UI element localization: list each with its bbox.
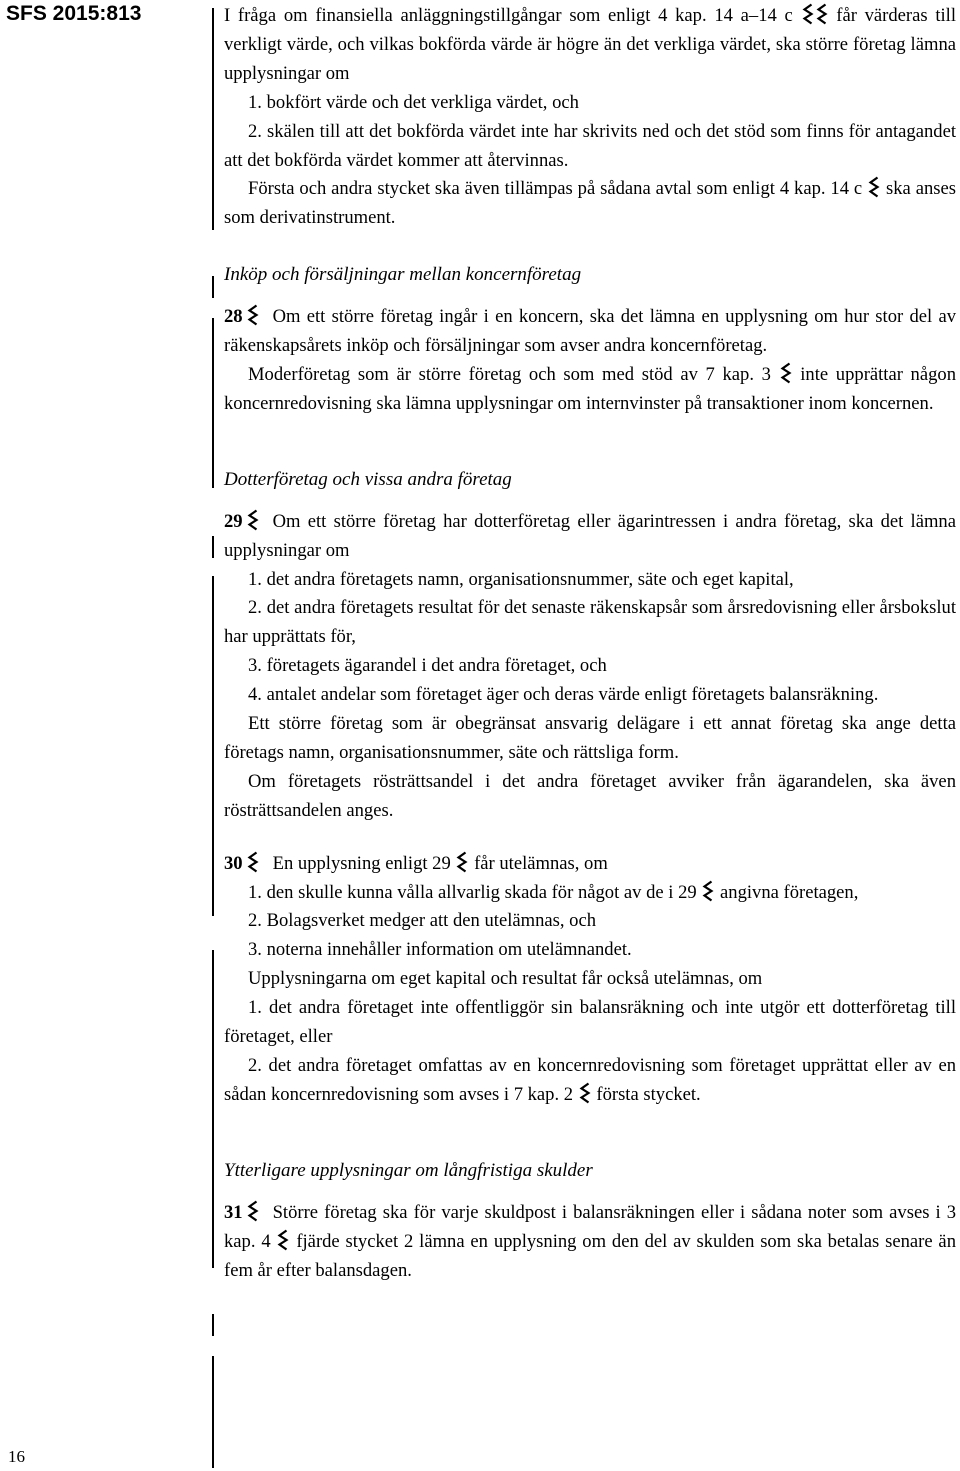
section-heading: Dotterföretag och vissa andra företag <box>224 468 512 490</box>
section-number: 28 <box>224 306 243 328</box>
section-number: 31 <box>224 1201 243 1223</box>
paragraph: Upplysningarna om eget kapital och resultat får också utelämnas, om <box>248 968 763 990</box>
paragraph-text: Om ett större företag har dotterföretag eller ägarintressen i andra företag, ska det lämna upplysningar om <box>224 510 956 561</box>
paragraph <box>224 361 956 419</box>
change-bar <box>212 950 214 1268</box>
paragraph-text: angivna företagen, <box>720 881 859 903</box>
paragraph-text: I fråga om finansiella anläggningstillgångar som enligt 4 kap. 14 a–14 c <box>224 5 793 26</box>
list-item: 3. noterna innehåller information om utelämnandet. <box>248 939 632 961</box>
paragraph <box>224 1199 956 1286</box>
section-29 <box>224 508 956 826</box>
change-bar <box>212 8 214 230</box>
section-heading: Ytterligare upplysningar om långfristiga skulder <box>224 1159 593 1181</box>
change-bar <box>212 576 214 916</box>
paragraph <box>224 2 956 89</box>
paragraph <box>224 508 956 566</box>
paragraph-text: fjärde stycket 2 lämna en upplysning om den del av skulden som ska betalas senare än fem år efter balansdagen. <box>224 1230 956 1281</box>
page-number: 16 <box>8 1447 25 1466</box>
section-sign-icon <box>816 3 828 25</box>
section-number: 30 <box>224 852 243 874</box>
paragraph <box>224 175 956 233</box>
section-sign-icon <box>247 509 259 531</box>
list-item <box>224 879 956 908</box>
list-item: 1. det andra företaget inte offentliggör sin balansräkning och inte utgör ett dotterföretag till företaget, eller <box>224 997 956 1048</box>
section-sign-icon <box>579 1082 591 1104</box>
paragraph-text: får värderas till verkligt värde, och vilkas bokförda värde är högre än det verkliga värdet, ska större företag lämna upplysningar om <box>224 5 956 84</box>
document-body <box>224 2 956 1285</box>
section-sign-icon <box>702 880 714 902</box>
section-31 <box>224 1199 956 1286</box>
list-item: 2. skälen till att det bokförda värdet inte har skrivits ned och det stöd som finns för antagandet att det bokförda värdet kommer att återvinnas. <box>224 120 956 171</box>
list-item <box>224 1052 956 1110</box>
paragraph-text: 2. det andra företaget omfattas av en koncernredovisning som företaget upprättat eller av en sådan koncernredovisning som avses i 7 kap. 2 <box>224 1055 956 1105</box>
list-item: 2. Bolagsverket medger att den utelämnas, och <box>248 910 597 932</box>
section-28 <box>224 303 956 419</box>
paragraph-text: 1. den skulle kunna vålla allvarlig skada för något av de i 29 <box>248 881 697 903</box>
change-bar <box>212 1356 214 1468</box>
section-sign-icon <box>247 1200 259 1222</box>
list-item: 3. företagets ägarandel i det andra företaget, och <box>248 655 607 677</box>
paragraph <box>224 303 956 361</box>
paragraph-text: Om ett större företag ingår i en koncern, ska det lämna en upplysning om hur stor del av räkenskapsårets inköp och försäljningar som avser andra koncernföretag. <box>224 306 956 357</box>
paragraph: Om företagets rösträttsandel i det andra företaget avviker från ägarandelen, ska även rösträttsandelen anges. <box>224 770 956 821</box>
paragraph-text: Första och andra stycket ska även tillämpas på sådana avtal som enligt 4 kap. 14 c <box>248 178 863 200</box>
paragraph-text: ska anses som derivatinstrument. <box>224 178 956 229</box>
section-sign-icon <box>247 304 259 326</box>
section-sign-icon <box>780 362 792 384</box>
section-sign-icon <box>247 851 259 873</box>
paragraph-text: Större företag ska för varje skuldpost i balansräkningen eller i sådana noter som avses i 3 kap. 4 <box>224 1201 956 1252</box>
change-bar <box>212 536 214 558</box>
paragraph <box>224 850 956 879</box>
paragraph-text: första stycket. <box>596 1083 701 1105</box>
change-bar <box>212 1314 214 1336</box>
section-sign-icon <box>277 1229 289 1251</box>
list-item: 1. bokfört värde och det verkliga värdet, och <box>248 91 579 113</box>
section-sign-icon <box>802 3 814 25</box>
change-bar <box>212 276 214 298</box>
paragraph-text: får utelämnas, om <box>474 852 608 874</box>
list-item: 2. det andra företagets resultat för det senaste räkenskapsår som årsredovisning eller årsbokslut har upprättats för, <box>224 597 956 648</box>
section-sign-icon <box>456 851 468 873</box>
paragraph-text: Moderföretag som är större företag och som med stöd av 7 kap. 3 <box>248 363 771 385</box>
paragraph: Ett större företag som är obegränsat ansvarig delägare i ett annat företag ska ange detta företags namn, organisationsnummer, säte och rättsliga form. <box>224 713 956 763</box>
section-number: 29 <box>224 510 243 532</box>
paragraph-text: En upplysning enligt 29 <box>272 852 451 874</box>
list-item: 4. antalet andelar som företaget äger och deras värde enligt företagets balansräkning. <box>248 684 879 706</box>
paragraph-text: inte upprättar någon koncernredovisning ska lämna upplysningar om internvinster på transaktioner inom koncernen. <box>224 363 957 414</box>
sfs-number: SFS 2015:813 <box>6 2 142 25</box>
section-heading: Inköp och försäljningar mellan koncernföretag <box>224 264 582 286</box>
change-bar <box>212 318 214 488</box>
list-item: 1. det andra företagets namn, organisationsnummer, säte och eget kapital, <box>248 568 794 590</box>
section-sign-icon <box>868 176 880 198</box>
intro-section <box>224 2 956 233</box>
section-30 <box>224 850 956 1110</box>
